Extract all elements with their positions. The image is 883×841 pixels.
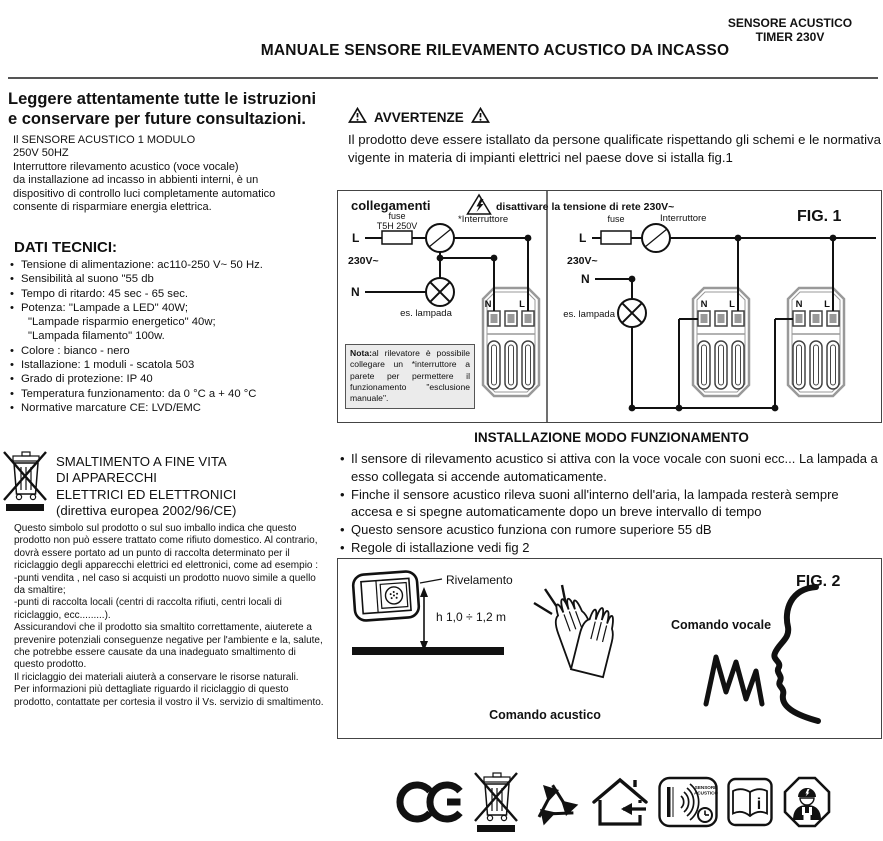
- intro-line: consente di risparmiare energia elettrica.: [13, 201, 212, 214]
- rivelamento-label: Rivelamento: [446, 573, 513, 587]
- list-item: • Normative marcature CE: LVD/EMC: [10, 401, 328, 415]
- list-item: • Istallazione: 1 moduli - scatola 503: [10, 358, 328, 372]
- fig1-label: FIG. 1: [797, 208, 842, 225]
- lamp-label: es. lampada: [400, 308, 452, 319]
- weee-paragraph: Assicurandovi che il prodotto sia smaltito correttamente, aiuterete a prevenire potenziali conseguenze negative per l'ambiente e la, salute, che potrebbe essere causate da una inadeguato smaltimento di questo prodotto.: [14, 622, 323, 671]
- face-profile-drawing: [774, 587, 818, 721]
- list-item: • Temperatura funzionamento: da 0 °C a + 40 °C: [10, 387, 328, 401]
- sensor-icon-text-line2: ACUSTICO: [694, 790, 718, 795]
- list-item: • Colore : bianco - nero: [10, 344, 328, 358]
- figure-2-installation-diagram: [337, 558, 882, 739]
- clapping-hands-drawing: [534, 585, 619, 677]
- page-title: MANUALE SENSORE RILEVAMENTO ACUSTICO DA INCASSO: [260, 42, 730, 59]
- line-label: L: [579, 231, 587, 245]
- weee-paragraph: -punti di raccolta locali (centri di raccolta rifiuti, centri locali di riciclaggio, ecc.........).: [14, 597, 282, 621]
- wall-sensor-drawing: [352, 571, 419, 621]
- read-notice-line2: e conservare per future consultazioni.: [8, 109, 306, 128]
- installation-section: [340, 430, 883, 557]
- fig1-collegamenti-label: collegamenti: [351, 198, 431, 213]
- installation-diagram-svg: [338, 559, 881, 738]
- terminal-l-label: L: [824, 299, 830, 310]
- lightning-triangle-icon: [468, 195, 491, 214]
- intro-line: 250V 50HZ: [13, 147, 69, 160]
- weee-heading-line: DI APPARECCHI: [56, 470, 157, 486]
- weee-heading-line: (direttiva europea 2002/96/CE): [56, 502, 237, 518]
- product-name: SENSORE ACUSTICO: [727, 16, 853, 30]
- list-subitem: "Lampada filamento" 100w.: [28, 330, 165, 343]
- fig1-warning-label: disattivare la tensione di rete 230V~: [496, 201, 675, 213]
- list-item: • Sensibilità al suono "55 db: [10, 272, 328, 286]
- terminal-l-label: L: [519, 299, 525, 310]
- nota-bold: Nota:: [350, 348, 372, 358]
- list-subitem: "Lampade risparmio energetico" 40w;: [28, 316, 216, 329]
- indoor-use-house-icon: [591, 775, 649, 834]
- fuse-label: fuse: [388, 211, 406, 221]
- installation-list: [340, 450, 883, 557]
- weee-heading: [56, 450, 236, 519]
- acoustic-sensor-timer-icon: [658, 776, 718, 833]
- weee-paragraph: -punti vendita , nel caso si acquisti un prodotto nuovo simile a quello da smaltire;: [14, 572, 316, 597]
- weee-section: [2, 450, 328, 519]
- dati-tecnici-heading: DATI TECNICI:: [14, 239, 118, 256]
- voltage-label: 230V~: [348, 255, 379, 267]
- list-item: • Tensione di alimentazione: ac110-250 V~ 50 Hz.: [10, 258, 328, 272]
- ce-mark: [396, 777, 464, 832]
- sensor-icon-text-line1: SENSORE: [694, 784, 718, 790]
- sound-wave-drawing: [706, 657, 762, 704]
- nota-box: [345, 344, 475, 409]
- fuse-label: fuse: [607, 214, 625, 224]
- switch-label: *Interruttore: [458, 214, 509, 225]
- switch-label: Interruttore: [660, 213, 707, 224]
- product-model: TIMER 230V: [755, 30, 825, 45]
- list-item: • Grado di protezione: IP 40: [10, 372, 328, 386]
- product-description: [13, 134, 328, 214]
- fig2-label: FIG. 2: [796, 573, 841, 590]
- dati-tecnici-list: [10, 258, 328, 415]
- terminal-n-label: N: [700, 299, 708, 310]
- comando-vocale-label: Comando vocale: [671, 618, 772, 632]
- list-item: • Potenza: ''Lampade a LED" 40W;: [10, 301, 328, 315]
- warnings-section: [348, 107, 883, 167]
- weee-body-text: [14, 523, 328, 709]
- installation-heading: INSTALLAZIONE MODO FUNZIONAMENTO: [474, 430, 749, 445]
- weee-paragraph: Il riciclaggio dei materiali aiuterà a conservare le risorse naturali.: [14, 671, 299, 683]
- qualified-installer-icon: [782, 775, 832, 834]
- warning-triangle-icon: [471, 107, 490, 127]
- list-item: • Questo sensore acustico funziona con rumore superiore 55 dB: [340, 521, 883, 539]
- intro-line: Interruttore rilevamento acustico (voce vocale): [13, 160, 239, 173]
- weee-bin-icon: [473, 771, 519, 838]
- intro-line: Il SENSORE ACUSTICO 1 MODULO: [13, 134, 196, 146]
- list-item: • Regole di istallazione vedi fig 2: [340, 539, 883, 557]
- warnings-heading: [348, 107, 883, 127]
- terminal-n-label: N: [795, 299, 803, 310]
- floor-bar: [352, 647, 504, 655]
- figure-1-wiring-diagram: [337, 190, 882, 423]
- line-label: L: [352, 231, 360, 245]
- list-item: • Il sensore di rilevamento acustico si attiva con la voce vocale con suoni ecc... La lampada a esso collegata si accende automaticamente.: [340, 450, 883, 486]
- nota-text: al rilevatore è possibile collegare un *interruttore a parete per permettere il funzionamento "esclusione manuale".: [350, 348, 470, 404]
- terminal-l-label: L: [729, 299, 735, 310]
- read-notice: [8, 90, 330, 130]
- intro-line: dispositivo di controllo luci completamente automatico: [13, 187, 276, 200]
- recycle-icon: [528, 773, 582, 836]
- fuse-symbol: [601, 231, 631, 244]
- voltage-label: 230V~: [567, 255, 598, 267]
- height-arrow: [420, 587, 428, 651]
- certification-icons: [396, 772, 832, 836]
- neutral-label: N: [581, 272, 590, 286]
- intro-line: da installazione ad incasso in abbienti interni, è un: [13, 174, 259, 187]
- weee-bin-icon: [2, 450, 48, 517]
- lamp-label: es. lampada: [563, 309, 615, 320]
- warnings-title: AVVERTENZE: [374, 109, 464, 125]
- warning-triangle-icon: [348, 107, 367, 127]
- neutral-label: N: [351, 285, 360, 299]
- weee-paragraph: Per informazioni più dettagliate riguardo il riciclaggio di questo prodotto, contattate per cortesia il vostro il Vs. servizio di smaltimento.: [14, 684, 324, 708]
- fuse-rating-label: T5H 250V: [376, 221, 418, 231]
- weee-heading-line: SMALTIMENTO A FINE VITA: [56, 454, 227, 469]
- height-range-label: h 1,0 ÷ 1,2 m: [436, 610, 506, 624]
- weee-paragraph: Questo simbolo sul prodotto o sul suo imballo indica che questo prodotto non può essere trattato come rifiuto domestico. Al contrario, dovrà essere portato ad un punto di raccolta determinato per il riciclaggio degli apparecchi elettrici ed elettronici, come ad esempio :: [14, 523, 319, 572]
- header-divider: [8, 77, 878, 79]
- list-item: • Finche il sensore acustico rileva suoni all'interno dell'aria, la lampada resterà sempre accesa e si spegne automaticamente dopo un breve intervallo di tempo: [340, 486, 883, 522]
- warnings-body: Il prodotto deve essere istallato da persone qualificate rispettando gli schemi e le normativa vigente in materia di impianti elettrici nel paese dove si istalla fig.1: [348, 132, 881, 165]
- fuse-symbol: [382, 231, 412, 244]
- manual-info-i: i: [756, 795, 762, 813]
- product-id: [700, 16, 880, 45]
- list-item: • Tempo di ritardo: 45 sec - 65 sec.: [10, 287, 328, 301]
- weee-heading-line: ELETTRICI ED ELETTRONICI: [56, 486, 237, 502]
- terminal-n-label: N: [484, 299, 492, 310]
- comando-acustico-label: Comando acustico: [489, 708, 601, 722]
- read-manual-icon: [727, 776, 773, 833]
- read-notice-line1: Leggere attentamente tutte le istruzioni: [8, 90, 317, 108]
